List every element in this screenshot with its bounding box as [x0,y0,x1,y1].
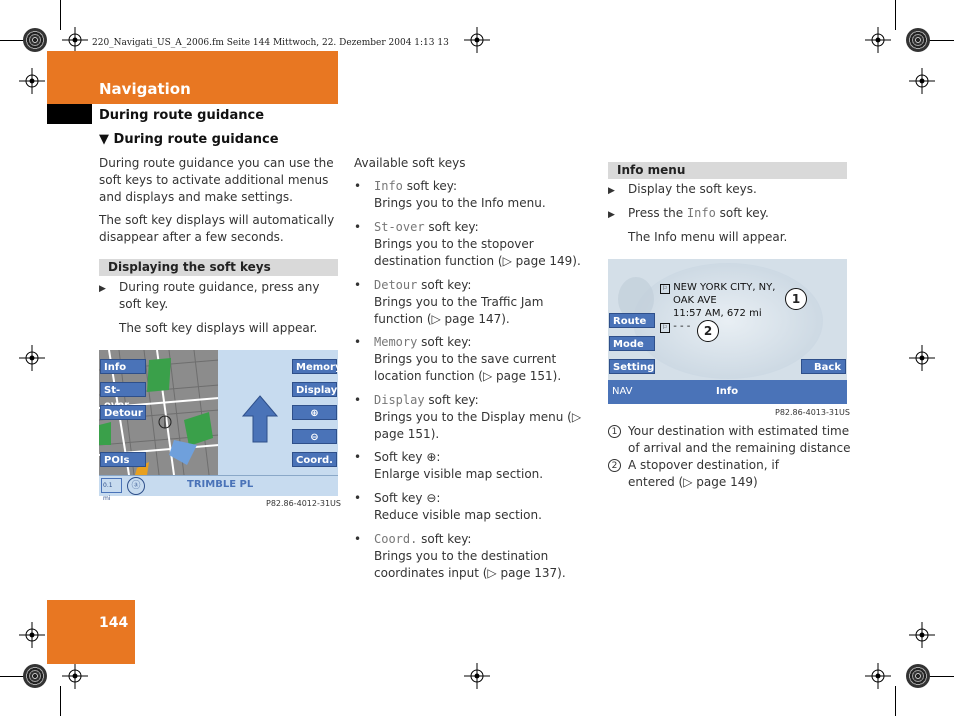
stopover-softkey[interactable]: St- [100,382,146,397]
bullet-icon: • [354,450,362,464]
bullet-icon: • [354,220,362,234]
main-heading-text: During route guidance [113,132,279,147]
destination-street: OAK AVE [673,295,717,306]
legend-item [608,423,853,455]
destination-city: NEW YORK CITY, NY, [673,282,776,293]
subheading-info-menu: Info menu [608,162,847,179]
mode-softkey[interactable]: Mode [609,336,655,351]
softkey-description: Brings you to the Traffic Jam function (▷ page 147). [374,295,544,326]
softkey-suffix: soft key: [424,220,479,234]
info-softkey[interactable]: Info [100,359,146,374]
list-item [354,531,594,580]
trim-line [60,0,61,30]
registration-rosette [23,28,47,52]
soft-keys-list-title: Available soft keys [354,156,466,170]
softkey-name: Info [686,206,716,220]
bullet-icon: • [354,393,362,407]
legend-item [608,457,853,489]
callout-2: 2 [697,320,719,342]
registration-crosshair-icon [865,27,891,53]
step-text: During route guidance, press any soft key. [119,280,320,311]
trim-line [926,40,954,41]
print-header: 220_Navigati_US_A_2006.fm Seite 144 Mittwoch, 22. Dezember 2004 1:13 13 [92,38,449,48]
softkey-suffix: soft key: [417,278,472,292]
softkey-name: St-over [374,220,425,234]
page-number-box [47,600,135,664]
registration-crosshair-icon [62,27,88,53]
softkey-description: Brings you to the Display menu (▷ page 151). [374,410,582,441]
memory-softkey[interactable]: Memory [292,359,337,374]
step-result: The soft key displays will appear. [119,321,318,335]
triangle-down-icon: ▼ [99,132,109,147]
section-tab-marker [47,104,92,124]
legend-text: A stopover destination, if entered (▷ page 149) [628,458,779,489]
registration-crosshair-icon [909,622,935,648]
compass-icon: ⓐ [127,477,145,495]
trim-line [926,676,954,677]
softkey-name: Coord. [374,532,418,546]
direction-arrow-icon [240,394,280,444]
legend-text: Your destination with estimated time of arrival and the remaining distance [628,424,851,455]
step-result: The Info menu will appear. [628,230,788,244]
auto-hide-paragraph: The soft key displays will automatically disappear after a few seconds. [99,213,335,244]
softkey-description: Reduce visible map section. [374,508,542,522]
bullet-icon: • [354,532,362,546]
registration-crosshair-icon [464,663,490,689]
step-item [608,181,848,200]
chapter-title: Navigation [99,80,191,98]
softkey-suffix: Soft key ⊕: [374,450,441,464]
list-item [354,392,594,441]
softkey-name: Display [374,393,425,407]
info-screen [608,259,847,404]
step-item [99,279,339,311]
street-name: TRIMBLE PL [187,479,254,490]
route-softkey[interactable]: Route [609,313,655,328]
pois-softkey[interactable]: POIs [100,452,146,467]
intro-paragraph: During route guidance you can use the soft keys to activate additional menus and displays and make settings. [99,156,334,204]
step-text: soft key. [715,206,769,220]
step-arrow-icon: ▶ [608,210,615,220]
detour-softkey[interactable]: Detour [100,405,146,420]
softkey-description: Brings you to the stopover destination function (▷ page 149). [374,237,581,268]
step-arrow-icon: ▶ [99,284,106,294]
zoom-out-icon: ⊖ [310,432,319,443]
list-item [354,277,594,326]
softkey-name: Detour [374,278,418,292]
trim-line [895,0,896,30]
registration-crosshair-icon [909,68,935,94]
registration-crosshair-icon [464,27,490,53]
figure-caption: P82.86-4013-31US [775,408,850,417]
softkey-suffix: soft key: [417,335,472,349]
softkey-name: Memory [374,335,418,349]
softkey-description: Brings you to the destination coordinates input (▷ page 137). [374,549,566,580]
softkey-suffix: soft key: [424,393,479,407]
bullet-icon: • [354,335,362,349]
registration-crosshair-icon [19,68,45,94]
list-item [354,334,594,383]
list-item [354,178,594,210]
softkey-name: Info [374,179,403,193]
back-softkey[interactable]: Back [801,359,846,374]
softkey-description: Brings you to the save current location function (▷ page 151). [374,352,562,383]
coord-softkey[interactable]: Coord. [292,452,337,467]
list-item [354,449,594,481]
figure-caption: P82.86-4012-31US [266,499,341,508]
list-item [354,219,594,268]
map-scale: 0.1 mi [101,478,122,493]
softkey-suffix: soft key: [402,179,458,193]
trim-line [60,686,61,716]
info-menu-title: Info [716,386,739,397]
eta-distance: 11:57 AM, 672 mi [673,308,762,319]
bullet-icon: • [354,278,362,292]
registration-crosshair-icon [865,663,891,689]
registration-crosshair-icon [19,345,45,371]
step-item [608,205,848,224]
softkey-description: Enlarge visible map section. [374,467,544,481]
step-arrow-icon: ▶ [608,186,615,196]
section-title: During route guidance [99,108,265,123]
softkey-description: Brings you to the Info menu. [374,196,546,210]
list-item [354,490,594,522]
header-band [47,51,338,104]
destination-flag-icon: ⚐ [660,284,670,294]
trim-line [895,686,896,716]
display-softkey[interactable]: Display [292,382,337,397]
page-number: 144 [99,615,129,631]
bullet-icon: • [354,179,362,193]
bullet-icon: • [354,491,362,505]
stopover-placeholder: - - - [673,321,691,332]
softkey-suffix: soft key: [417,532,472,546]
setting-softkey[interactable]: Setting [609,359,655,374]
zoom-out-softkey[interactable] [292,429,337,444]
stopover-flag-icon: ⚐ [660,323,670,333]
registration-crosshair-icon [19,622,45,648]
legend-number: 2 [608,459,621,472]
callout-1: 1 [785,288,807,310]
softkey-suffix: Soft key ⊖: [374,491,441,505]
registration-rosette [906,28,930,52]
registration-crosshair-icon [909,345,935,371]
registration-rosette [906,664,930,688]
main-heading [99,132,279,147]
subheading-displaying-soft-keys: Displaying the soft keys [99,259,338,276]
map-screen [99,350,342,502]
step-text: Press the [628,206,687,220]
legend-number: 1 [608,425,621,438]
registration-crosshair-icon [62,663,88,689]
zoom-in-icon: ⊕ [310,408,319,419]
zoom-in-softkey[interactable] [292,405,337,420]
registration-rosette [23,664,47,688]
nav-label: NAV [612,386,633,397]
step-text: Display the soft keys. [628,182,757,196]
